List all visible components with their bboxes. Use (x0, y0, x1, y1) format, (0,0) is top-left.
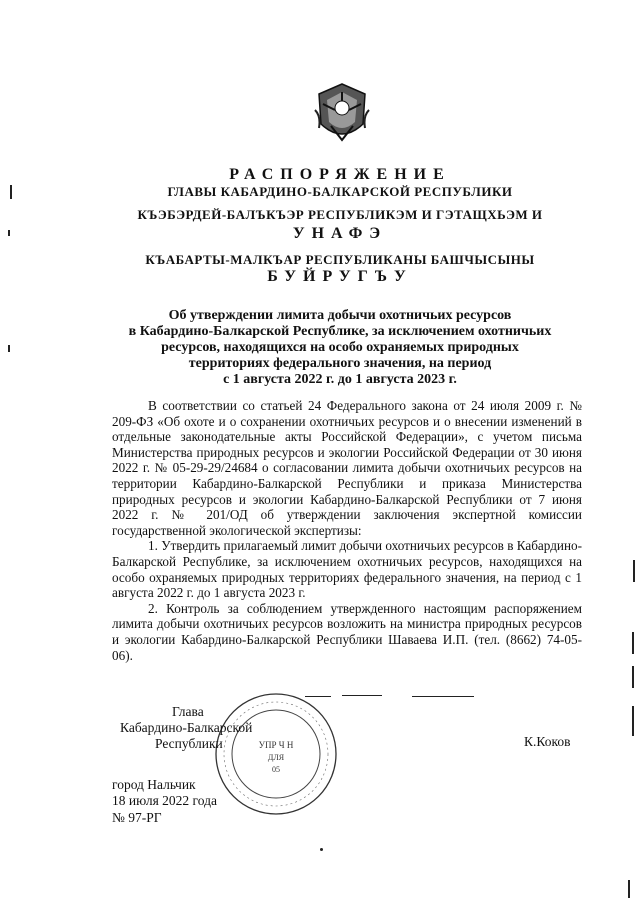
issuer-kabardian: КЪЭБЭРДЕЙ-БАЛЪКЪЭР РЕСПУБЛИКЭМ И ГЭТАЩХЬЭМ И (137, 207, 543, 222)
issue-date: 18 июля 2022 года (112, 793, 217, 808)
title-line: Об утверждении лимита добычи охотничьих ресурсов (168, 308, 512, 323)
title-line: территориях федерального значения, на период (188, 356, 492, 371)
title-line: ресурсов, находящихся на особо охраняемых природных (161, 340, 519, 355)
item-1-paragraph: 1. Утвердить прилагаемый лимит добычи охотничьих ресурсов в Кабардино-Балкарской Республике, за исключением охотничьих ресурсов, находящихся на особо охраняемых природных территориях федерального значения, на период с 1 августа 2022 г. до 1 августа 2023 г. (112, 538, 582, 601)
document-type-balkar: БУЙРУГЪУ (267, 268, 413, 285)
svg-text:УПР Ч Н: УПР Ч Н (258, 740, 294, 750)
item-2-paragraph: 2. Контроль за соблюдением утвержденного настоящим распоряжением лимита добычи охотничьих ресурсов возложить на министра природных ресурсов и экологии Кабардино-Балкарской Республики Шаваева И.П. (тел. (8662) 74-05-06). (112, 600, 582, 663)
signature-position: Республики (155, 736, 223, 751)
svg-text:ДЛЯ: ДЛЯ (267, 753, 285, 762)
document-type-kabardian: УНАФЭ (292, 225, 388, 242)
divider-dash (342, 695, 382, 696)
document-type-title: РАСПОРЯЖЕНИЕ (229, 166, 451, 183)
issue-city: город Нальчик (112, 777, 196, 792)
scan-dot (320, 848, 323, 851)
scan-mark (632, 706, 634, 736)
preamble-paragraph: В соответствии со статьей 24 Федерального закона от 24 июля 2009 г. № 209-ФЗ «Об охоте и о сохранении охотничьих ресурсов и о внесении изменений в отдельные законодательные акты Российской Федерации», с учетом письма Министерства природных ресурсов и экологии Российской Федерации от 30 июня 2022 г. № 05-29-29/24684 о согласовании лимита добычи охотничьих ресурсов на территории Кабардино-Балкарской Республики и приказа Министерства природных ресурсов и экологии Кабардино-Балкарской Республики от 7 июня 2022 г. № 201/ОД об утверждении заключения экспертной комиссии государственной экологической экспертизы: (112, 398, 582, 538)
official-seal (212, 690, 340, 818)
signatory-name: К.Коков (524, 734, 571, 749)
scan-mark (633, 560, 635, 582)
scan-mark (8, 345, 10, 352)
scan-mark (8, 230, 10, 236)
scan-mark (632, 632, 634, 654)
signature-position: Глава (172, 704, 204, 719)
divider-dash (412, 696, 474, 697)
document-body (112, 398, 582, 663)
signature-position: Кабардино-Балкарской (120, 720, 253, 735)
title-line: в Кабардино-Балкарской Республике, за исключением охотничьих (128, 324, 552, 339)
issuer-russian: ГЛАВЫ КАБАРДИНО-БАЛКАРСКОЙ РЕСПУБЛИКИ (167, 184, 513, 199)
document-number: № 97-РГ (112, 810, 162, 825)
scan-mark (628, 880, 630, 898)
coat-of-arms-emblem (313, 80, 371, 148)
document-title (100, 308, 580, 388)
scan-mark (632, 666, 634, 688)
title-line: с 1 августа 2022 г. до 1 августа 2023 г. (223, 372, 457, 387)
svg-text:05: 05 (272, 765, 280, 774)
scan-mark (10, 185, 12, 199)
issuer-balkar: КЪАБАРТЫ-МАЛКЪАР РЕСПУБЛИКАНЫ БАШЧЫСЫНЫ (145, 252, 535, 267)
